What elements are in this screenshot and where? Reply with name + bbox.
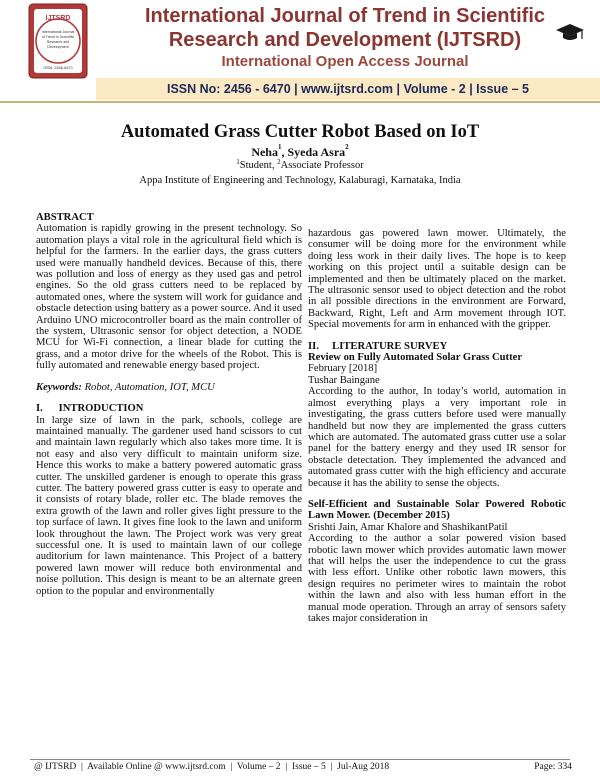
abstract-text: Automation is rapidly growing in the present technology. So automation plays a vital role in the agricultural field which is helpful for the farmers. In the earlier days, the grass cutters used were manually handheld devices. Because of this, there was pollution and loss of energy as they used gas and petrol engines. So the old grass cutters need to be replaced by automated ones, where the system will work for guidance and obstacle detection using battery as a power source. And it used Arduino UNO microcontroller board as the main controller of the system, Ultrasonic sensor for object detection, a NODE MCU for Wi-Fi connection, a linear blade for cutting the grass, and a motor drive for the wheels of the Robot. This is fully automated and renewable energy based project. [36, 223, 302, 372]
review1-title: Review on Fully Automated Solar Grass Cutter [308, 352, 523, 364]
page-number: Page: 334 [534, 762, 572, 772]
ijtsrd-logo [28, 3, 88, 79]
header-divider [0, 101, 600, 103]
review1-date: February [2018] [308, 363, 378, 375]
journal-header [0, 0, 600, 108]
footer-text: @ IJTSRD | Available Online @ www.ijtsrd.com | Volume – 2 | Issue – 5 | Jul-Aug 2018 [34, 762, 390, 772]
svg-text:International Journal: International Journal [41, 30, 75, 34]
intro-text: In large size of lawn in the park, schools, college are maintained manually. The gardener used hand scissors to cut and maintain lawn regularly which also takes more time. It is not easy and also very difficult to maintain uniform size. Hence this works to make a battery powered automatic grass cutter. The unskilled gardener is enough to operate this grass cutter. The battery powered grass cutter is easy to operate and it consists of rotary blade, roller etc. The blade removes the extra growth of the lawn and roller gives light pressure to the top surface of lawn. It gives fine look to the lawn and uniform look throughout the lawn. The Project work was very great successful one. It is used to maintain lawn of our college auditorium for lawn maintenance. This Project of a battery powered lawn mower will reduce both environmental and noise pollution. This design is meant to be an alternate green option to the popular and environmentally [36, 414, 302, 597]
review2-authors: Srishti Jain, Amar Khalore and ShashikantPatil [308, 521, 508, 533]
paper-title: Automated Grass Cutter Robot Based on IoT [120, 122, 480, 142]
paper-authors: Neha$^1$, Syeda Asra$^2$ [251, 143, 349, 159]
abstract-heading: ABSTRACT [36, 212, 94, 223]
issn-line: ISSN No: 2456 - 6470 | www.ijtsrd.com | Volume - 2 | Issue – 5 [166, 82, 529, 96]
review2-text: According to the author a solar powered vision based robotic lawn mower which provides automatic lawn mower that will helps the user the independence to cut the grass with less effort. Unlike other robotic lawn mowers, this design requires no perimeter wires to maintain the robot within the lawn and also with less human effort in the manual mode operation. Through an array of sensors safety takes major consideration in [308, 533, 566, 624]
svg-text:ISSN: 2456-6470: ISSN: 2456-6470 [43, 66, 73, 70]
literature-heading: II. LITERATURE SURVEY [308, 340, 448, 352]
footer-divider [30, 759, 570, 760]
svg-text:IJTSRD: IJTSRD [45, 15, 71, 22]
svg-text:Research and: Research and [46, 40, 70, 44]
keywords: Keywords: Robot, Automation, IOT, MCU [36, 381, 215, 393]
review1-author: Tushar Baingane [308, 374, 380, 386]
intro-heading: I. INTRODUCTION [36, 403, 144, 415]
svg-text:Development: Development [47, 45, 69, 49]
review1-text: According to the author, In today’s world, automation in almost everything plays a very important role in investigating, the grass cutters before used were manually handheld but now they are implemented the grass cutters which are automated. The automated grass cutter use a solar panel for the battery energy and they used IR sensor for obstacle detectation. They implemented the advanced and automated grass cutter with the high efficiency and accurate because it has the ability to sense the objects. [308, 386, 566, 489]
journal-title: International Journal of Trend in Scientific Research and Development (IJTSRD) [144, 5, 546, 51]
left-column [36, 212, 302, 597]
author-roles: $^1$Student, $^2$Associate Professor [236, 158, 364, 171]
right-column [308, 228, 566, 624]
review2-title: Self-Efficient and Sustainable Solar Powered Robotic Lawn Mower. (December 2015) [308, 498, 566, 522]
intro-text-continued: hazardous gas powered lawn mower. Ultimately, the consumer will be doing more for the environment while doing less work in their daily lives. The hope is to keep working on this project until a suitable design can be implemented and then be ultimately placed on the market. The ultrasonic sensor used to object detection and the robot in all possible directions in the environment are Forward, Backward, Right, Left and Arm movement through IOT. Special movements for arm in enhanced with the gripper. [308, 228, 566, 331]
open-access-label: International Open Access Journal [221, 53, 469, 70]
graduation-cap-icon [555, 22, 585, 44]
svg-text:of Trend in Scientific: of Trend in Scientific [41, 35, 75, 39]
affiliation: Appa Institute of Engineering and Technology, Kalaburagi, Karnataka, India [139, 175, 461, 186]
